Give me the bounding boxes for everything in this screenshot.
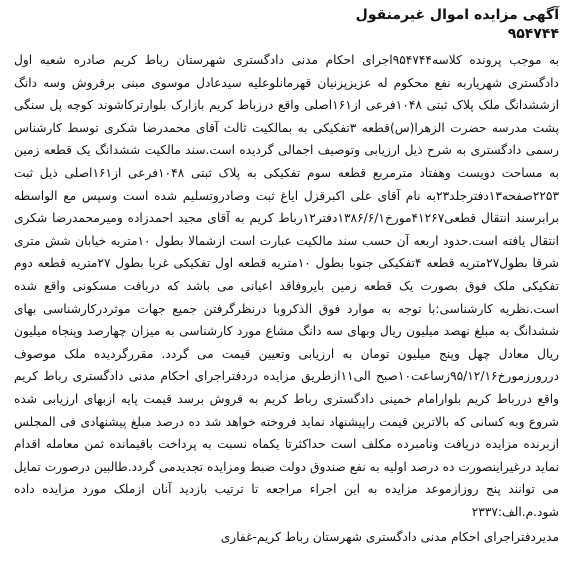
notice-body: به موجب پرونده کلاسه۹۵۴۷۴۴اجرای احکام مدنی دادگستری شهرستان رباط کریم صادره شعبه اول دادگستری شهریاربه نفع محکوم له عزیزپزنیان قهرمانلوعلیه سیدعادل موسوی مبنی برفروش وسه دانگ ازششدانگ ملک پلاک ثبتی ۱۰۴۸فرعی از۱۶۱اصلی واقع درزباط کریم بازارک بلوارترکاشوند کوچه پل سنگی پشت مدرسه حضرت الزهرا(س)قطعه ۳تفکیکی به بمالکیت ثالث آقای محمدرضا شکری توسط کارشناس رسمی دادگستری به شرح ذیل ارزیابی وتوصیف اجمالی گردیده است.سند مالکیت ششدانگ یک قطعه زمین به مساحت دویست وهفتاد مترمربع قطعه سوم تفکیکی به پلاک ثبتی ۱۰۴۸فرعی از۱۶۱اصلی ذیل ثبت ۲۲۵۳صفحه۱۳دفترجلد۲۳به نام آقای علی اکبرقزل ایاغ ثبت وصادروتسلیم شده است وسپس مع الواسطه برابرسند انتقال قطعی۴۱۲۶۷مورخ۱۳۸۶/۶/۱دفتر۱۲رباط کریم به آقای مجید احمدزاده ومیرمحمدرضا شکری انتقال یافته است.حدود اربعه آن حسب سند مالکیت عبارت است ازشمالا بطول ۱۰متریه خیابان شش متری شرقا بطول۲۷متریه قطعه ۴تفکیکی جنوبا بطول ۱۰متریه قطعه اول تفکیکی غربا بطول ۲۷متریه قطعه دوم تفکیکی ملک فوق بصورت یک قطعه زمین بایروفاقد اعیانی می باشد که دربافت مسکونی واقع شده است.نظریه کارشناسی:با توجه به موارد فوق الذکروبا درنظرگرفتن جمیع جهات موثردرکارشناسی بهای ششدانگ به مبلغ نهصد میلیون ریال وبهای سه دانگ مشاع مورد کارشناسی به میزان چهارصد وپنجاه میلیون ریال معادل چهل وپنج میلیون تومان به ارزیابی وتعیین قیمت می گردد. مقررگردیده ملک موصوف دررورزمورخ۹۵/۱۲/۱۶زساعت۱۰صبح الی۱۱ازطریق مزایده دردفتراجرای احکام مدنی دادگستری رباط کریم واقع دررباط کریم بلوارامام خمینی دادگستری رباط کریم به فروش برسد قیمت پایه ازبهای ارزیابی شده شروع وبه کسانی که بالاترین قیمت راپیشنهاد نماید فروخته خواهد شد ده درصد مبلغ پیشنهادی فی المجلس ازبرنده مزایده دریافت ونامبرده مکلف است حداکثرتا یکماه نسبت به پرداخت باقیمانده ثمن معامله اقدام نماید درغیراینصورت ده درصد اولیه به نفع صندوق دولت ضبط ومزایده تجدیدمی گردد.طالبین درصورت تمایل می توانند پنج روزازموعد مزایده به این اجراء مراجعه تا ترتیب بازدید آنان ازملک مورد مزایده داده شود.م.الف:۲۳۳۷	[14, 53, 560, 519]
signature-line: مدیردفتراجرای احکام مدنی دادگستری شهرستان رباط کریم-غفاری	[220, 530, 559, 545]
case-number: ۹۵۴۷۴۴	[507, 26, 559, 42]
notice-title: آگهی مزایده اموال غیرمنقول	[355, 7, 559, 23]
